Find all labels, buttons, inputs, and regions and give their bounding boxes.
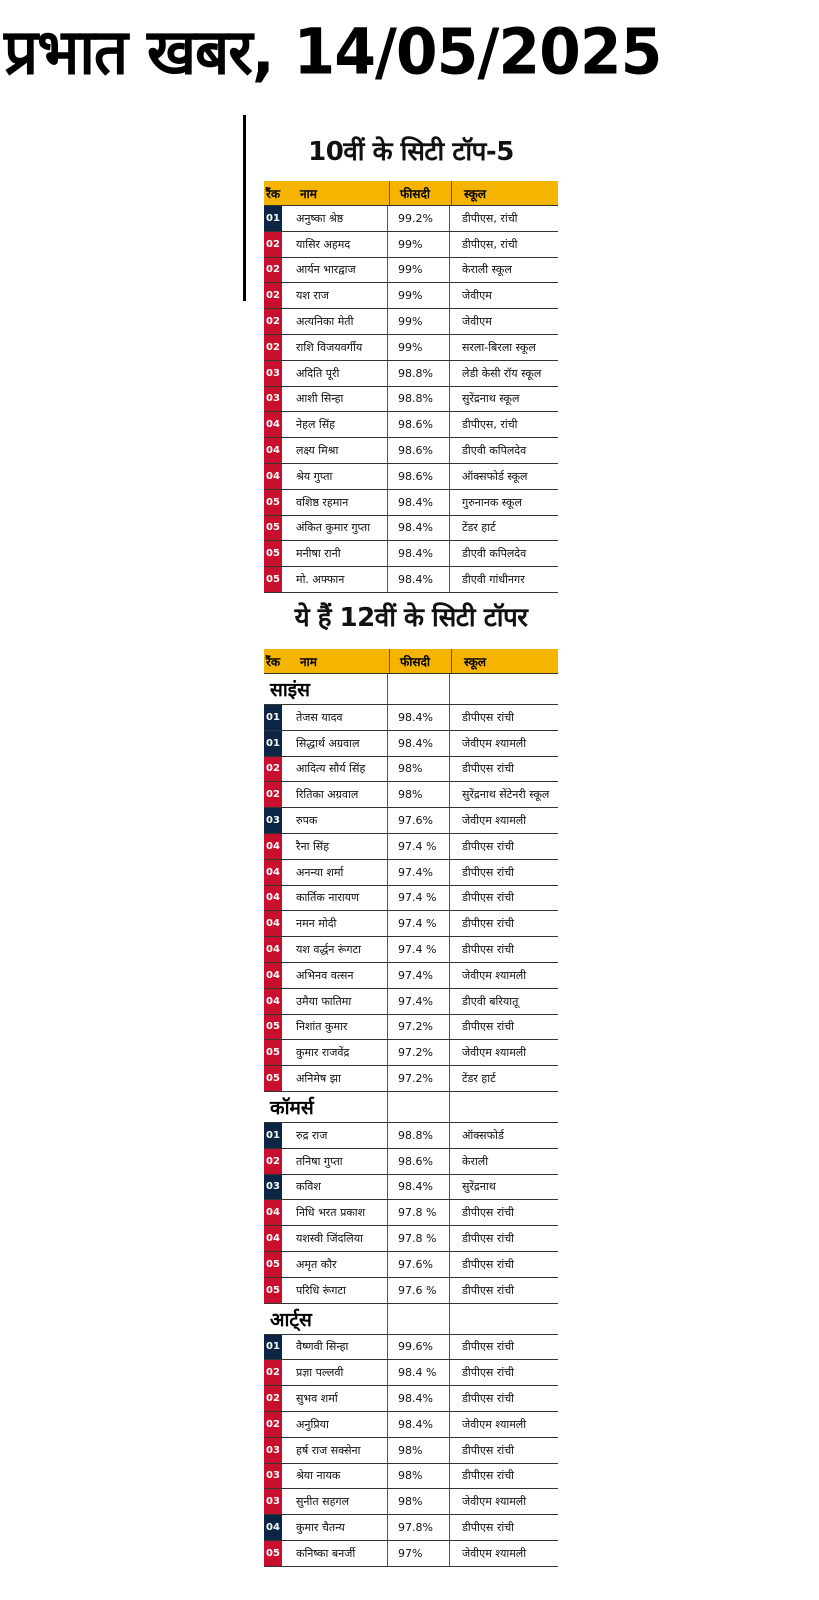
- percentage: 98.8%: [388, 361, 450, 386]
- table-row: [264, 1040, 558, 1066]
- school-name: डीपीएस रांची: [462, 1392, 515, 1406]
- percentage: 98.4%: [388, 1412, 450, 1437]
- student-name: परिधि रूंगटा: [282, 1278, 388, 1303]
- percentage: 98.6%: [388, 464, 450, 489]
- school-name: डीपीएस रांची: [462, 710, 515, 724]
- student-name: नेहल सिंह: [282, 412, 388, 437]
- table-row: [264, 757, 558, 783]
- header-school: स्कूल: [464, 186, 487, 201]
- rank-badge: 01: [264, 206, 282, 231]
- table-row: [264, 361, 558, 387]
- student-name: कुमार चैतन्य: [282, 1515, 388, 1540]
- percentage: 97.4 %: [388, 911, 450, 936]
- student-name: कविश: [282, 1175, 388, 1200]
- rank-badge: 03: [264, 1175, 282, 1200]
- school-name: डीपीएस रांची: [462, 1020, 515, 1034]
- school-name: सुरेंद्रनाथ सेंटेनरी स्कूल: [462, 788, 550, 802]
- student-name: अनन्या शर्मा: [282, 860, 388, 885]
- school-name: डीपीएस रांची: [462, 891, 515, 905]
- school-name: सुरेंद्रनाथ: [462, 1180, 496, 1194]
- table-row: [264, 541, 558, 567]
- rank-badge: 03: [264, 1464, 282, 1489]
- header-rank: रैंक: [266, 654, 281, 669]
- student-name: रुद्र राज: [282, 1123, 388, 1148]
- section-label: साइंस: [264, 674, 388, 704]
- student-name: श्रेय गुप्ता: [282, 464, 388, 489]
- section-label: आर्ट्स: [264, 1304, 388, 1334]
- school-name: केराली स्कूल: [462, 263, 512, 277]
- school-name: जेवीएम श्यामली: [462, 968, 527, 982]
- table-row: [264, 1200, 558, 1226]
- student-name: रैना सिंह: [282, 834, 388, 859]
- section-arts: [264, 1304, 558, 1335]
- header-pct: फीसदी: [390, 649, 452, 673]
- school-name: जेवीएम श्यामली: [462, 814, 527, 828]
- class10-table: [264, 181, 558, 593]
- rank-badge: 02: [264, 757, 282, 782]
- percentage: 98.8%: [388, 387, 450, 412]
- table-row: [264, 438, 558, 464]
- percentage: 97.6%: [388, 808, 450, 833]
- percentage: 98.4%: [388, 1386, 450, 1411]
- table-row: [264, 516, 558, 542]
- rank-badge: 05: [264, 567, 282, 592]
- percentage: 97%: [388, 1541, 450, 1566]
- student-name: आर्यन भारद्वाज: [282, 258, 388, 283]
- student-name: मो. अफ्फान: [282, 567, 388, 592]
- table-row: [264, 1252, 558, 1278]
- rank-badge: 02: [264, 1412, 282, 1437]
- rank-badge: 04: [264, 860, 282, 885]
- percentage: 98.4%: [388, 516, 450, 541]
- student-name: अनुप्रिया: [282, 1412, 388, 1437]
- percentage: 97.2%: [388, 1015, 450, 1040]
- student-name: रुपक: [282, 808, 388, 833]
- percentage: 98.4 %: [388, 1360, 450, 1385]
- school-name: डीपीएस रांची: [462, 1521, 515, 1534]
- table-row: [264, 808, 558, 834]
- school-name: ऑक्सफोर्ड: [462, 1128, 504, 1142]
- school-name: जेवीएम: [462, 289, 492, 303]
- student-name: यश वर्द्धन रूंगटा: [282, 937, 388, 962]
- rank-badge: 04: [264, 886, 282, 911]
- percentage: 97.8%: [388, 1515, 450, 1540]
- percentage: 97.4 %: [388, 834, 450, 859]
- school-name: डीपीएस रांची: [462, 1206, 515, 1220]
- student-name: कनिष्का बनर्जी: [282, 1541, 388, 1566]
- header-pct: फीसदी: [390, 181, 452, 205]
- rank-badge: 05: [264, 1541, 282, 1566]
- school-name: लेडी केसी रॉय स्कूल: [462, 366, 542, 380]
- student-name: नमन मोदी: [282, 911, 388, 936]
- school-name: सरला-बिरला स्कूल: [462, 340, 536, 354]
- percentage: 97.4 %: [388, 937, 450, 962]
- school-name: डीपीएस रांची: [462, 762, 515, 776]
- percentage: 97.4%: [388, 989, 450, 1014]
- percentage: 99%: [388, 309, 450, 334]
- percentage: 99%: [388, 258, 450, 283]
- table-row: [264, 206, 558, 232]
- rank-badge: 02: [264, 1149, 282, 1174]
- table-row: [264, 412, 558, 438]
- table-row: [264, 1278, 558, 1304]
- percentage: 97.4 %: [388, 886, 450, 911]
- rank-badge: 02: [264, 1386, 282, 1411]
- student-name: सुभव शर्मा: [282, 1386, 388, 1411]
- rank-badge: 05: [264, 516, 282, 541]
- student-name: राशि विजयवर्गीय: [282, 335, 388, 360]
- table-row: [264, 834, 558, 860]
- rank-badge: 01: [264, 1335, 282, 1360]
- student-name: प्रज्ञा पल्लवी: [282, 1360, 388, 1385]
- class10-title: 10वीं के सिटी टॉप-5: [308, 137, 514, 167]
- percentage: 98%: [388, 757, 450, 782]
- percentage: 98.4%: [388, 1175, 450, 1200]
- school-name: जेवीएम श्यामली: [462, 736, 527, 750]
- rank-badge: 04: [264, 1515, 282, 1540]
- table-row: [264, 1175, 558, 1201]
- percentage: 98.6%: [388, 1149, 450, 1174]
- table-row: [264, 1515, 558, 1541]
- table-row: [264, 860, 558, 886]
- table-row: [264, 490, 558, 516]
- student-name: अनिमेष झा: [282, 1066, 388, 1091]
- student-name: तनिषा गुप्ता: [282, 1149, 388, 1174]
- percentage: 98.6%: [388, 438, 450, 463]
- school-name: गुरुनानक स्कूल: [462, 495, 522, 509]
- table-row: [264, 1015, 558, 1041]
- rank-badge: 05: [264, 1066, 282, 1091]
- rank-badge: 04: [264, 989, 282, 1014]
- table-row: [264, 1066, 558, 1092]
- table-row: [264, 1541, 558, 1567]
- school-name: जेवीएम: [462, 315, 492, 329]
- rank-badge: 04: [264, 937, 282, 962]
- percentage: 98.4%: [388, 541, 450, 566]
- school-name: जेवीएम श्यामली: [462, 1046, 527, 1060]
- percentage: 98.4%: [388, 567, 450, 592]
- class12-table: [264, 649, 558, 1567]
- student-name: लक्ष्य मिश्रा: [282, 438, 388, 463]
- table-row: [264, 1226, 558, 1252]
- percentage: 98%: [388, 782, 450, 807]
- student-name: अत्यनिका मेती: [282, 309, 388, 334]
- school-name: टेंडर हार्ट: [462, 1072, 496, 1086]
- table-header: [264, 649, 558, 674]
- table-row: [264, 1412, 558, 1438]
- rank-badge: 04: [264, 412, 282, 437]
- student-name: सिद्धार्थ अग्रवाल: [282, 731, 388, 756]
- rank-badge: 05: [264, 1040, 282, 1065]
- rank-badge: 02: [264, 283, 282, 308]
- rank-badge: 03: [264, 387, 282, 412]
- school-name: डीपीएस रांची: [462, 1443, 515, 1457]
- school-name: डीपीएस रांची: [462, 1469, 515, 1483]
- school-name: डीपीएस रांची: [462, 1340, 515, 1354]
- table-row: [264, 335, 558, 361]
- section-commerce: [264, 1092, 558, 1123]
- rank-badge: 02: [264, 309, 282, 334]
- table-row: [264, 782, 558, 808]
- school-name: डीपीएस, रांची: [462, 418, 518, 432]
- school-name: डीपीएस रांची: [462, 865, 515, 879]
- section-label: कॉमर्स: [264, 1092, 388, 1122]
- student-name: अमृत कौर: [282, 1252, 388, 1277]
- percentage: 97.6 %: [388, 1278, 450, 1303]
- student-name: सुनीत सहगल: [282, 1489, 388, 1514]
- percentage: 99.2%: [388, 206, 450, 231]
- school-name: टेंडर हार्ट: [462, 521, 496, 535]
- school-name: डीपीएस, रांची: [462, 211, 518, 225]
- table-row: [264, 464, 558, 490]
- school-name: डीपीएस रांची: [462, 1232, 515, 1246]
- table-row: [264, 1360, 558, 1386]
- table-row: [264, 1489, 558, 1515]
- masthead: प्रभात खबर, 14/05/2025: [4, 15, 662, 90]
- table-row: [264, 705, 558, 731]
- student-name: कार्तिक नारायण: [282, 886, 388, 911]
- rank-badge: 04: [264, 1200, 282, 1225]
- rank-badge: 05: [264, 541, 282, 566]
- table-row: [264, 387, 558, 413]
- student-name: अंकित कुमार गुप्ता: [282, 516, 388, 541]
- student-name: वैष्णवी सिन्हा: [282, 1335, 388, 1360]
- percentage: 98.4%: [388, 705, 450, 730]
- student-name: यासिर अहमद: [282, 232, 388, 257]
- school-name: सुरेंद्रनाथ स्कूल: [462, 392, 520, 406]
- rank-badge: 02: [264, 335, 282, 360]
- table-row: [264, 567, 558, 593]
- rank-badge: 02: [264, 1360, 282, 1385]
- percentage: 98%: [388, 1464, 450, 1489]
- school-name: ऑक्सफोर्ड स्कूल: [462, 469, 528, 483]
- divider-line: [243, 115, 246, 301]
- rank-badge: 01: [264, 731, 282, 756]
- header-name: नाम: [296, 181, 390, 205]
- table-header: [264, 181, 558, 206]
- student-name: हर्ष राज सक्सेना: [282, 1438, 388, 1463]
- school-name: डीपीएस रांची: [462, 1283, 515, 1297]
- table-row: [264, 731, 558, 757]
- student-name: रितिका अग्रवाल: [282, 782, 388, 807]
- student-name: अभिनव वत्सन: [282, 963, 388, 988]
- student-name: निशांत कुमार: [282, 1015, 388, 1040]
- school-name: केराली: [462, 1154, 489, 1168]
- table-row: [264, 1123, 558, 1149]
- rank-badge: 01: [264, 705, 282, 730]
- percentage: 98.4%: [388, 490, 450, 515]
- school-name: जेवीएम श्यामली: [462, 1546, 527, 1560]
- header-name: नाम: [296, 649, 390, 673]
- percentage: 97.2%: [388, 1066, 450, 1091]
- percentage: 98%: [388, 1438, 450, 1463]
- table-row: [264, 937, 558, 963]
- school-name: डीएवी कपिलदेव: [462, 444, 527, 458]
- student-name: कुमार राजवेंद्र: [282, 1040, 388, 1065]
- rank-badge: 02: [264, 232, 282, 257]
- table-row: [264, 1438, 558, 1464]
- rank-badge: 05: [264, 490, 282, 515]
- student-name: श्रेया नायक: [282, 1464, 388, 1489]
- rank-badge: 03: [264, 361, 282, 386]
- rank-badge: 01: [264, 1123, 282, 1148]
- rank-badge: 03: [264, 1438, 282, 1463]
- student-name: निधि भरत प्रकाश: [282, 1200, 388, 1225]
- rank-badge: 02: [264, 782, 282, 807]
- table-row: [264, 911, 558, 937]
- percentage: 99.6%: [388, 1335, 450, 1360]
- table-row: [264, 232, 558, 258]
- rank-badge: 03: [264, 808, 282, 833]
- student-name: आशी सिन्हा: [282, 387, 388, 412]
- percentage: 97.8 %: [388, 1226, 450, 1251]
- student-name: आदित्य सौर्य सिंह: [282, 757, 388, 782]
- rank-badge: 04: [264, 464, 282, 489]
- section-science: [264, 674, 558, 705]
- percentage: 98%: [388, 1489, 450, 1514]
- percentage: 97.6%: [388, 1252, 450, 1277]
- school-name: जेवीएम श्यामली: [462, 1495, 527, 1509]
- rank-badge: 04: [264, 834, 282, 859]
- header-rank: रैंक: [266, 186, 281, 201]
- table-row: [264, 1464, 558, 1490]
- percentage: 99%: [388, 335, 450, 360]
- table-row: [264, 989, 558, 1015]
- percentage: 99%: [388, 283, 450, 308]
- school-name: डीएवी गांधीनगर: [462, 573, 525, 587]
- school-name: डीपीएस रांची: [462, 839, 515, 853]
- student-name: यशस्वी जिंदलिया: [282, 1226, 388, 1251]
- percentage: 97.4%: [388, 963, 450, 988]
- percentage: 97.8 %: [388, 1200, 450, 1225]
- rank-badge: 05: [264, 1278, 282, 1303]
- student-name: अनुष्का श्रेष्ठ: [282, 206, 388, 231]
- school-name: डीपीएस रांची: [462, 917, 515, 931]
- school-name: डीएवी कपिलदेव: [462, 547, 527, 561]
- percentage: 97.4%: [388, 860, 450, 885]
- class12-title: ये हैं 12वीं के सिटी टॉपर: [294, 603, 528, 633]
- table-row: [264, 886, 558, 912]
- school-name: डीएवी बरियातू: [462, 994, 519, 1008]
- rank-badge: 04: [264, 911, 282, 936]
- percentage: 98.4%: [388, 731, 450, 756]
- school-name: डीपीएस, रांची: [462, 237, 518, 251]
- rank-badge: 02: [264, 258, 282, 283]
- table-row: [264, 309, 558, 335]
- table-row: [264, 1149, 558, 1175]
- table-row: [264, 1335, 558, 1361]
- student-name: तेजस यादव: [282, 705, 388, 730]
- rank-badge: 04: [264, 963, 282, 988]
- rank-badge: 03: [264, 1489, 282, 1514]
- student-name: मनीषा रानी: [282, 541, 388, 566]
- rank-badge: 04: [264, 438, 282, 463]
- table-row: [264, 258, 558, 284]
- table-row: [264, 1386, 558, 1412]
- school-name: डीपीएस रांची: [462, 1366, 515, 1380]
- school-name: जेवीएम श्यामली: [462, 1417, 527, 1431]
- percentage: 99%: [388, 232, 450, 257]
- percentage: 98.6%: [388, 412, 450, 437]
- rank-badge: 05: [264, 1252, 282, 1277]
- percentage: 97.2%: [388, 1040, 450, 1065]
- student-name: यश राज: [282, 283, 388, 308]
- school-name: डीपीएस रांची: [462, 943, 515, 957]
- rank-badge: 05: [264, 1015, 282, 1040]
- student-name: अदिति पूरी: [282, 361, 388, 386]
- rank-badge: 04: [264, 1226, 282, 1251]
- student-name: वशिष्ठ रहमान: [282, 490, 388, 515]
- header-school: स्कूल: [464, 654, 487, 669]
- table-row: [264, 963, 558, 989]
- school-name: डीपीएस रांची: [462, 1257, 515, 1271]
- table-row: [264, 283, 558, 309]
- percentage: 98.8%: [388, 1123, 450, 1148]
- student-name: उमैया फातिमा: [282, 989, 388, 1014]
